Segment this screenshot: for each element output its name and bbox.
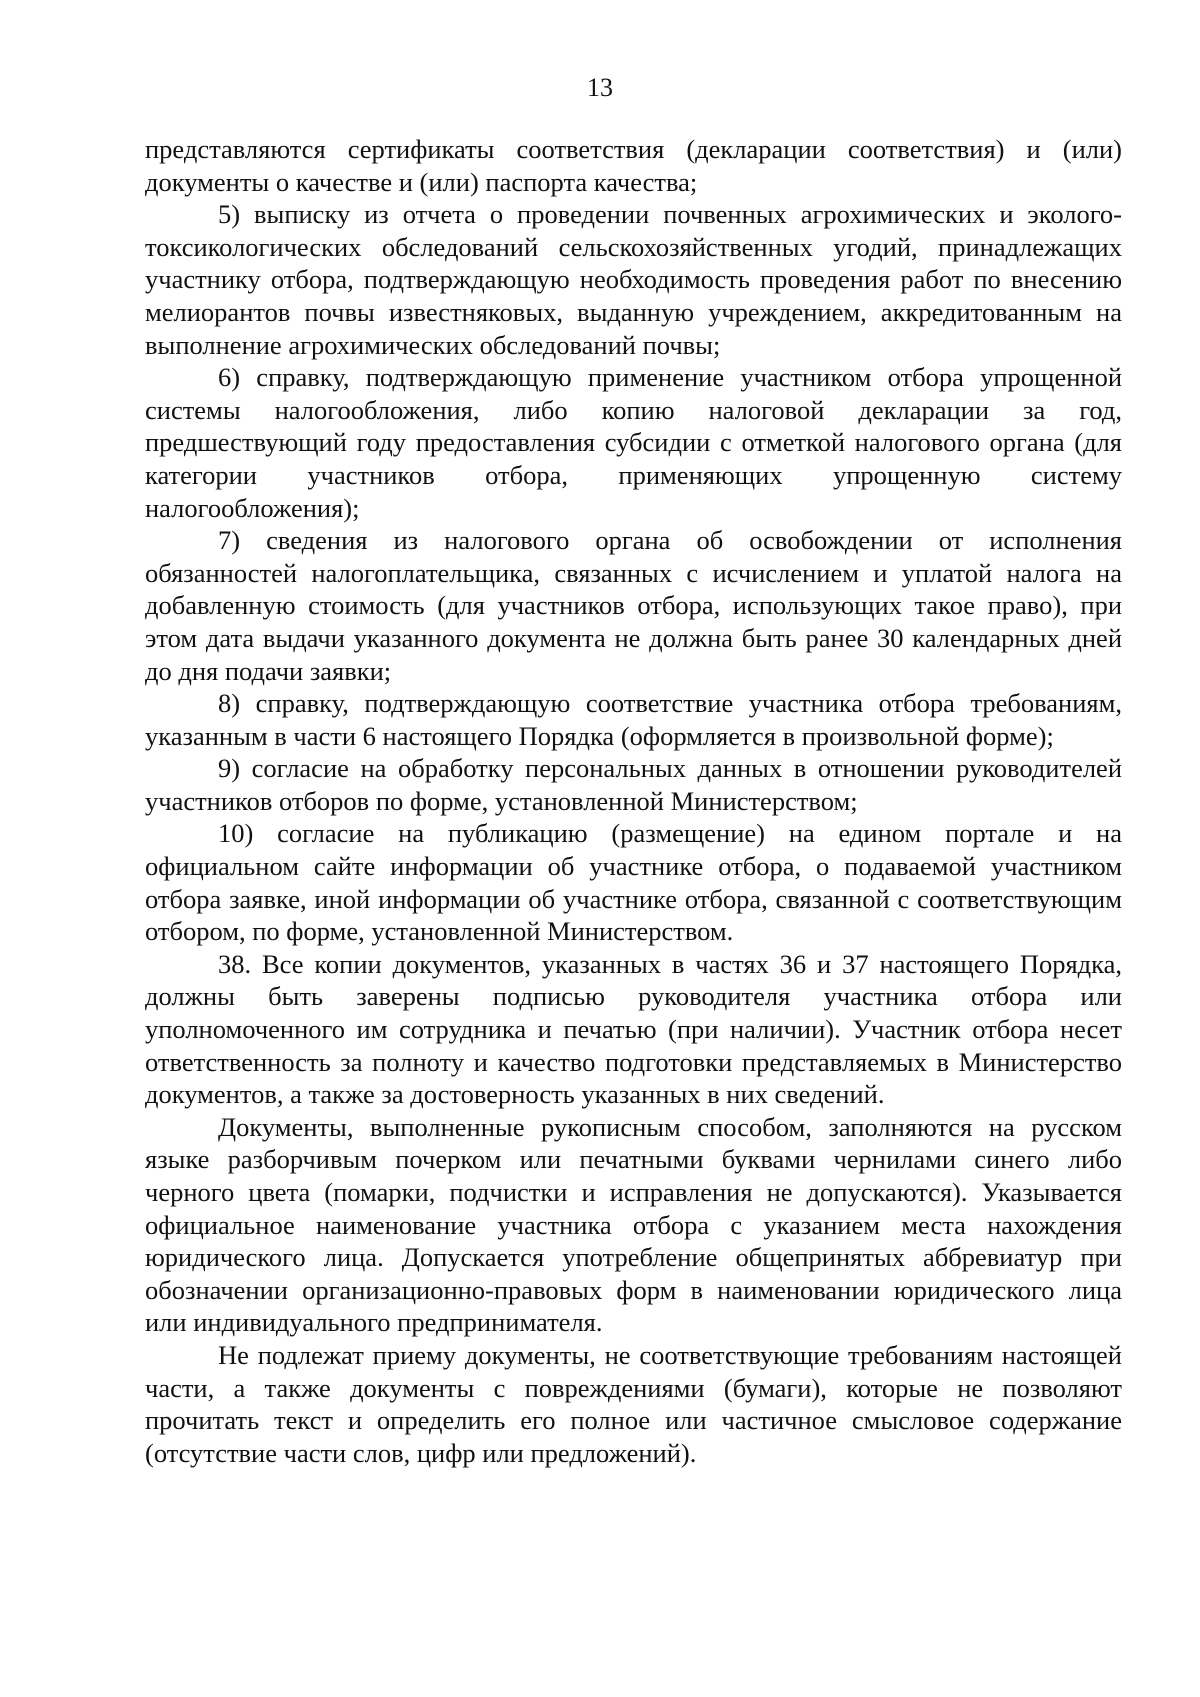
page-number: 13 [587,73,613,102]
paragraph-item-7: 7) сведения из налогового органа об освобождении от исполнения обязанностей налогоплательщика, связанных с исчислением и уплатой налога на добавленную стоимость (для участников отбора, использующих такое право), при этом дата выдачи указанного документа не должна быть ранее 30 календарных дней до дня подачи заявки; [145,525,1122,686]
paragraph-item-9: 9) согласие на обработку персональных данных в отношении руководителей участников отборов по форме, установленной Министерством; [145,753,1122,816]
paragraph-item-6: 6) справку, подтверждающую применение участником отбора упрощенной системы налогообложения, либо копию налоговой декларации за год, предшествующий году предоставления субсидии с отметкой налогового органа (для категории участников отбора, применяющих упрощенную систему налогообложения); [145,362,1122,523]
paragraph-item-5: 5) выписку из отчета о проведении почвенных агрохимических и эколого-токсикологических обследований сельскохозяйственных угодий, принадлежащих участнику отбора, подтверждающую необходимость проведения работ по внесению мелиорантов почвы известняковых, выданную учреждением, аккредитованным на выполнение агрохимических обследований почвы; [145,199,1122,360]
paragraph-rejected-documents: Не подлежат приему документы, не соответствующие требованиям настоящей части, а также документы с повреждениями (бумаги), которые не позволяют прочитать текст и определить его полное или частичное смысловое содержание (отсутствие части слов, цифр или предложений). [145,1339,1122,1468]
paragraph-section-38: 38. Все копии документов, указанных в частях 36 и 37 настоящего Порядка, должны быть заверены подписью руководителя участника отбора или уполномоченного им сотрудника и печатью (при наличии). Участник отбора несет ответственность за полноту и качество подготовки представляемых в Министерство документов, а также за достоверность указанных в них сведений. [145,948,1122,1110]
paragraph-item-10: 10) согласие на публикацию (размещение) на едином портале и на официальном сайте информации об участнике отбора, о подаваемой участником отбора заявке, иной информации об участнике отбора, связанной с соответствующим отбором, по форме, установленной Министерством. [145,818,1122,947]
paragraph-item-8: 8) справку, подтверждающую соответствие участника отбора требованиям, указанным в части 6 настоящего Порядка (оформляется в произвольной форме); [145,688,1122,751]
paragraph-continuation: представляются сертификаты соответствия (декларации соответствия) и (или) документы о качестве и (или) паспорта качества; [145,134,1122,197]
document-body [145,133,1122,1469]
paragraph-handwritten-documents: Документы, выполненные рукописным способом, заполняются на русском языке разборчивым почерком или печатными буквами чернилами синего либо черного цвета (помарки, подчистки и исправления не допускаются). Указывается официальное наименование участника отбора с указанием места нахождения юридического лица. Допускается употребление общепринятых аббревиатур при обозначении организационно-правовых форм в наименовании юридического лица или индивидуального предпринимателя. [145,1111,1122,1338]
